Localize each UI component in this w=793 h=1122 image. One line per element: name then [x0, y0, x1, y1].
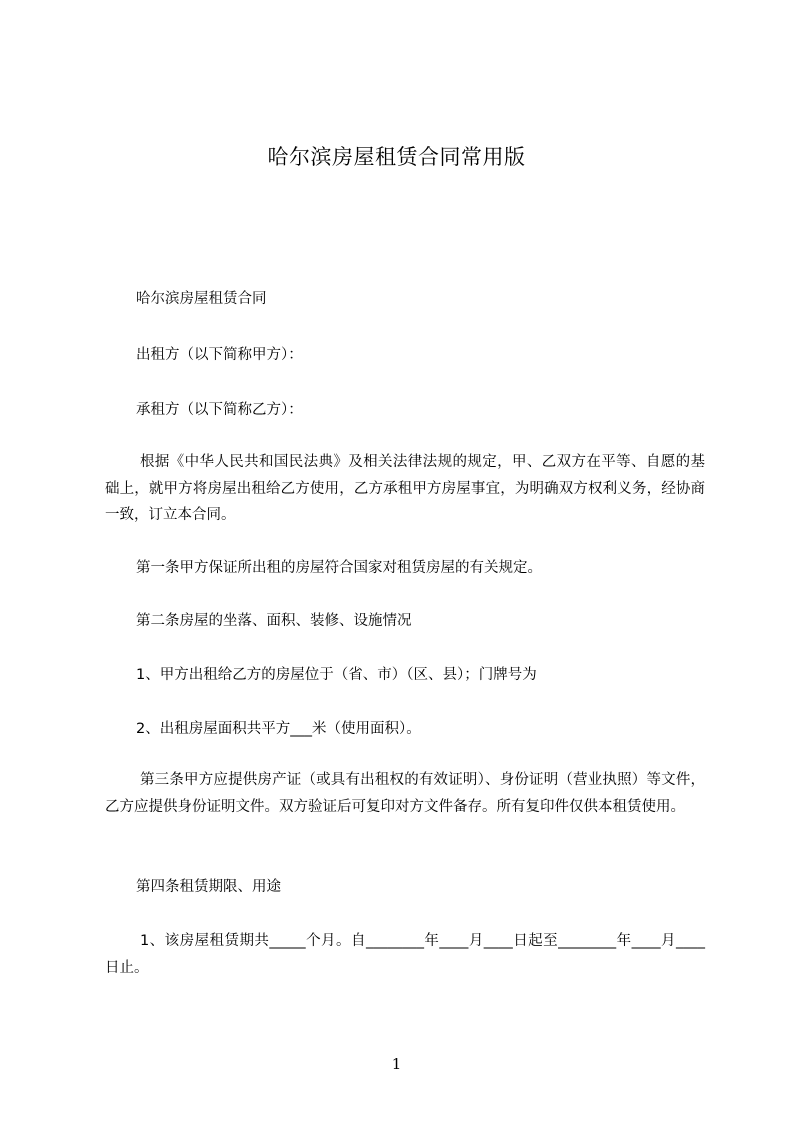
article-4-item-1: 1、该房屋租赁期共_____个月。自________年____月____日起至________年____月____日止。	[105, 933, 705, 976]
preamble-paragraph: 根据《中华人民共和国民法典》及相关法律法规的规定，甲、乙双方在平等、自愿的基础上，就甲方将房屋出租给乙方使用，乙方承租甲方房屋事宜，为明确双方权利义务，经协商一致，订立本合同。	[105, 454, 705, 523]
contract-heading: 哈尔滨房屋租赁合同	[136, 291, 267, 307]
article-2-heading: 第二条房屋的坐落、面积、装修、设施情况	[136, 613, 412, 629]
lessee-line: 承租方（以下简称乙方）：	[136, 402, 303, 418]
page-number: 1	[391, 1055, 402, 1073]
article-2-item-1: 1、甲方出租给乙方的房屋位于（省、市）（区、县）；门牌号为	[136, 667, 537, 683]
article-1: 第一条甲方保证所出租的房屋符合国家对租赁房屋的有关规定。	[136, 560, 542, 576]
article-3: 第三条甲方应提供房产证（或具有出租权的有效证明）、身份证明（营业执照）等文件，乙方应提供身份证明文件。双方验证后可复印对方文件备存。所有复印件仅供本租赁使用。	[105, 772, 705, 815]
article-2-item-2: 2、出租房屋面积共平方___米（使用面积）。	[136, 721, 421, 737]
article-4-heading: 第四条租赁期限、用途	[136, 879, 281, 895]
lessor-line: 出租方（以下简称甲方）：	[136, 347, 303, 363]
document-title: 哈尔滨房屋租赁合同常用版	[267, 145, 526, 169]
